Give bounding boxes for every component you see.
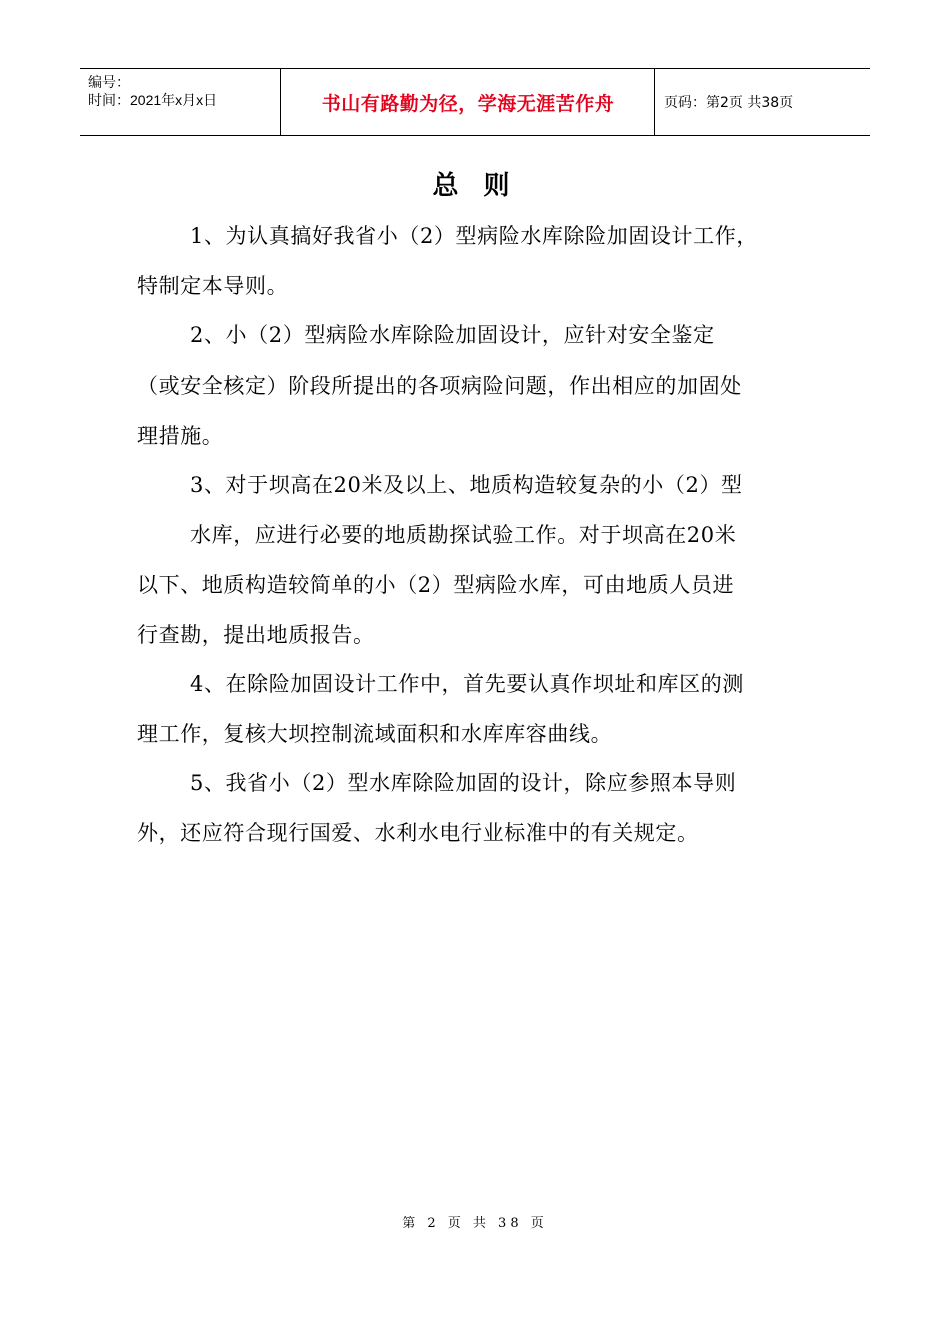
text-line: 特制定本导则。 [137,274,289,298]
text-line: 4、在除险加固设计工作中，首先要认真作坝址和库区的测 [190,672,744,696]
text-line: 理措施。 [137,424,224,448]
header-divider-right [654,69,655,135]
header-page-info: 页码：第2页 共38页 [664,95,794,111]
text-line: 理工作，复核大坝控制流域面积和水库库容曲线。 [137,722,613,746]
page-footer: 第 2 页 共 38 页 [402,1216,548,1231]
text-line: 1、为认真搞好我省小（2）型病险水库除险加固设计工作， [190,224,758,248]
text-line: 2、小（2）型病险水库除险加固设计，应针对安全鉴定 [190,323,715,347]
header-slogan: 书山有路勤为径，学海无涯苦作舟 [321,92,615,115]
text-line: 行查勘，提出地质报告。 [137,623,375,647]
document-header [80,68,870,136]
text-line: 外，还应符合现行国爱、水利水电行业标准中的有关规定。 [137,821,699,845]
text-line: 3、对于坝高在20米及以上、地质构造较复杂的小（2）型 [190,473,743,497]
number-label: 编号： [88,74,130,90]
header-meta [88,73,217,109]
text-line: （或安全核定）阶段所提出的各项病险问题，作出相应的加固处 [137,374,742,398]
document-title: 总 则 [432,171,518,201]
time-label: 时间：2021年x月x日 [88,92,218,108]
text-line: 以下、地质构造较简单的小（2）型病险水库，可由地质人员进 [137,573,735,597]
header-divider-left [280,69,281,135]
text-line: 5、我省小（2）型水库除险加固的设计，除应参照本导则 [190,771,737,795]
text-line: 水库，应进行必要的地质勘探试验工作。对于坝高在20米 [190,523,737,547]
